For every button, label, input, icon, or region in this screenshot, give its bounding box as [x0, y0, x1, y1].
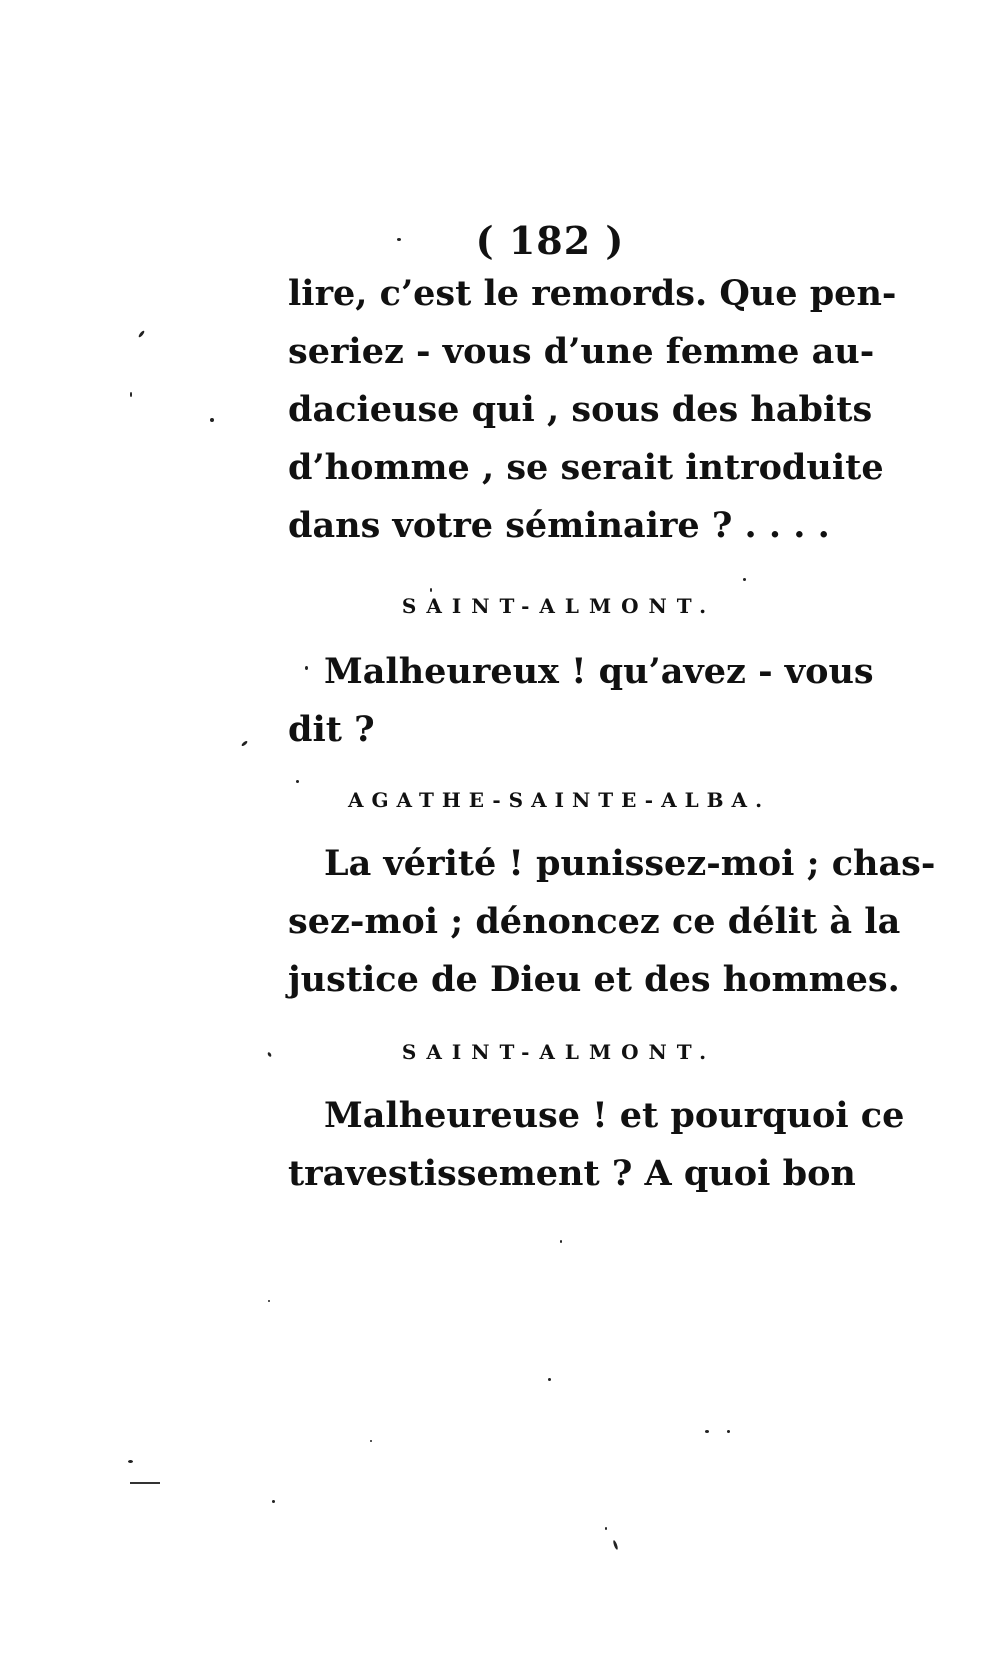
scan-speck	[210, 418, 214, 422]
scan-speck	[130, 392, 132, 397]
scan-speck	[705, 1430, 709, 1433]
scan-speck	[743, 578, 746, 581]
scan-speck	[296, 780, 299, 783]
scan-speck	[430, 588, 432, 592]
scan-mark	[130, 1482, 160, 1484]
scan-speck	[267, 1052, 272, 1058]
text-line: La vérité ! punissez-moi ; chas-	[324, 843, 936, 884]
text-line: dit ?	[288, 709, 375, 750]
speaker-heading: SAINT-ALMONT.	[401, 1040, 717, 1064]
scan-speck	[268, 1300, 270, 1302]
text-line: Malheureuse ! et pourquoi ce	[324, 1095, 905, 1136]
paragraph-3	[288, 835, 936, 1009]
speaker-heading: AGATHE-SAINTE-ALBA.	[347, 788, 771, 812]
text-line: justice de Dieu et des hommes.	[288, 959, 900, 1000]
scan-speck	[128, 1460, 133, 1463]
scan-speck	[138, 330, 145, 338]
text-line: d’homme , se serait introduite	[288, 447, 884, 488]
scan-speck	[727, 1430, 730, 1433]
scan-speck	[612, 1540, 618, 1550]
text-line: Malheureux ! qu’avez - vous	[324, 651, 874, 692]
text-line: sez-moi ; dénoncez ce délit à la	[288, 901, 901, 942]
scan-speck	[305, 666, 308, 670]
scan-speck	[605, 1527, 607, 1530]
paragraph-1	[288, 265, 897, 555]
scan-speck	[560, 1240, 562, 1243]
paragraph-2	[288, 643, 874, 759]
scan-speck	[370, 1440, 372, 1442]
speaker-heading: SAINT-ALMONT.	[401, 594, 717, 618]
paragraph-4	[288, 1087, 905, 1203]
scan-speck	[548, 1378, 551, 1381]
text-line: dans votre séminaire ? . . . .	[288, 505, 830, 546]
page-number: ( 182 )	[475, 218, 625, 263]
text-line: lire, c’est le remords. Que pen-	[288, 273, 897, 314]
scan-speck	[241, 740, 248, 747]
text-line: seriez - vous d’une femme au-	[288, 331, 875, 372]
scan-speck	[272, 1500, 275, 1503]
text-line: dacieuse qui , sous des habits	[288, 389, 873, 430]
text-line: travestissement ? A quoi bon	[288, 1153, 856, 1194]
scan-speck	[397, 238, 401, 241]
